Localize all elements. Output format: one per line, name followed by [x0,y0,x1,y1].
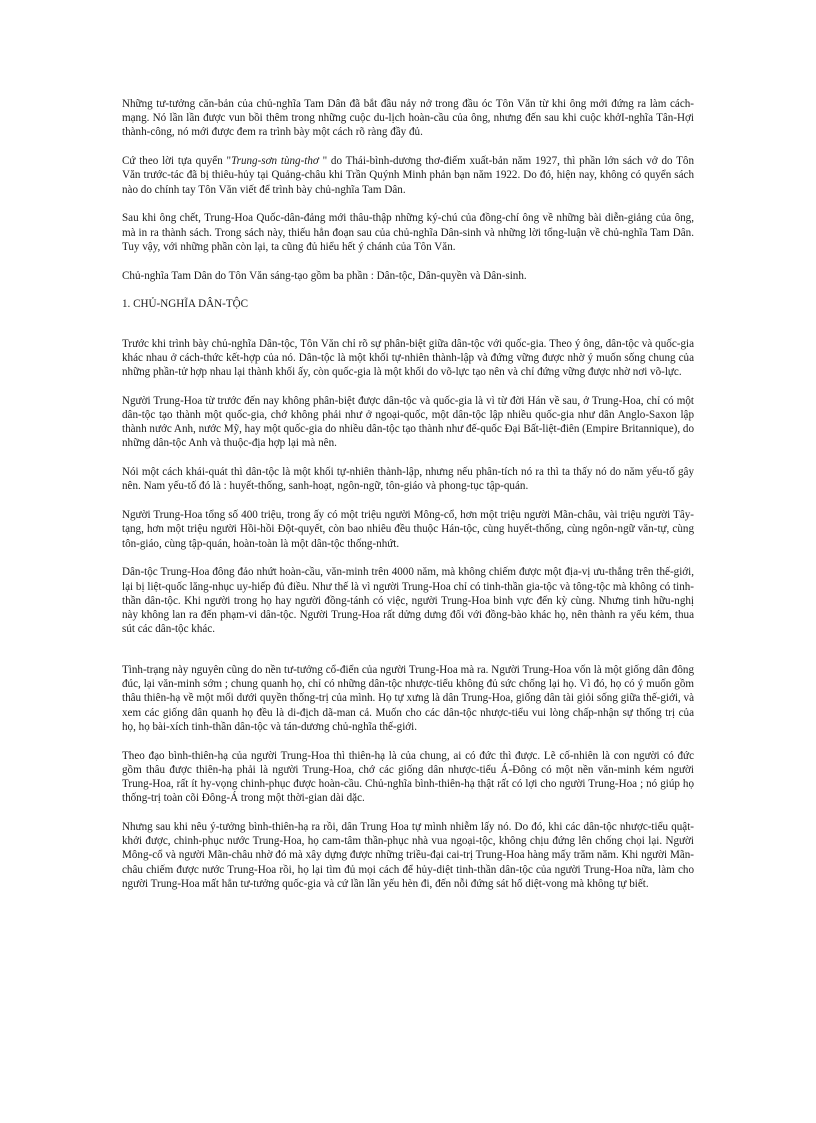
section-paragraph: Theo đạo bình-thiên-hạ của người Trung-Hoa thì thiên-hạ là của chung, ai có đức thì được. Lẽ cố-nhiên là con người có đức gồm thâu được thiên-hạ phải là người Trung-Hoa, chớ các giống dân nhược-tiểu Á-Đông có một nền văn-minh kém người Trung-Hoa, rất ít hy-vọng chinh-phục được hoàn-cầu. Chủ-nghĩa bình-thiên-hạ thật rất có lợi cho người Trung-Hoa ; nó giúp họ thống-trị toàn cõi Đông-Á trong một thời-gian dài dặc. [122,749,694,805]
section-paragraph: Tình-trạng này nguyên cũng do nền tư-tưởng cổ-điển của người Trung-Hoa mà ra. Người Trung-Hoa vốn là một giống dân đông đúc, lại văn-minh sớm ; chung quanh họ, chỉ có những dân-tộc nhược-tiểu không đủ sức chống lại họ. Vì đó, họ có ý muốn gồm thâu thiên-hạ về một mối dưới quyền thống-trị của mình. Họ tự xưng là dân Trung-Hoa, giống dân tài giỏi sống giữa thế-giới, và xem các giống dân quanh họ đều là di-địch dã-man cả. Muốn cho các dân-tộc nhược-tiểu vui lòng chấp-nhận sự thống trị của họ, họ bài-xích tinh-thần dân-tộc và tán-dương chủ-nghĩa thế-giới. [122,664,694,733]
section-paragraph: Người Trung-Hoa từ trước đến nay không phân-biệt được dân-tộc và quốc-gia là vì từ đời Hán về sau, ở Trung-Hoa, chỉ có một dân-tộc tạo thành một quốc-gia, chớ không phải như ở ngoại-quốc, một dân-tộc lập nhiều quốc-gia như dân Anglo-Saxon lập thành nước Anh, nước Mỹ, hay một quốc-gia do nhiều dân-tộc tạo thành như đế-quốc Đại Bất-liệt-điên (Empire Britannique), do những dân-tộc Anh và thuộc-địa hợp lại mà nên. [122,394,694,450]
paragraph-text: " do Thái-bình-dương thơ-điếm xuất-bản năm 1927, thì phần lớn sách vở do Tôn Văn trước-tác đã bị thiêu-hủy tại Quảng-châu khi Trần Quýnh Minh phản bạn năm 1922. Do đó, hiện nay, không có quyển sách nào do chính tay Tôn Văn viết để trình bày chủ-nghĩa Tam Dân. [122,155,694,196]
intro-paragraph-4: Chủ-nghĩa Tam Dân do Tôn Văn sáng-tạo gồm ba phần : Dân-tộc, Dân-quyền và Dân-sinh. [122,269,527,282]
document-page [122,97,694,906]
book-title: Trung-sơn tùng-thơ [231,155,319,168]
section-paragraph: Trước khi trình bày chủ-nghĩa Dân-tộc, Tôn Văn chỉ rõ sự phân-biệt giữa dân-tộc với quốc-gia. Theo ý ông, dân-tộc và quốc-gia khác nhau ở cách-thức kết-hợp của nó. Dân-tộc là một khối tự-nhiên thành-lập và đứng vững được nhờ ý muốn sống chung của những phần-tử hợp nhau lại thành khối ấy, còn quốc-gia là một khối do võ-lực tạo nên và chỉ đứng vững được nhờ nơi võ-lực. [122,337,694,379]
section-paragraph: Người Trung-Hoa tổng số 400 triệu, trong ấy có một triệu người Mông-cổ, hơn một triệu người Mãn-châu, vài triệu người Tây-tạng, hơn một triệu người Hồi-hồi Đột-quyết, còn bao nhiêu đều thuộc Hán-tộc, cùng huyết-thống, cùng ngôn-ngữ văn-tự, cùng tôn-giáo, cùng tập-quán, hoàn-toàn là một dân-tộc thống-nhứt. [122,509,694,550]
intro-paragraph-3: Sau khi ông chết, Trung-Hoa Quốc-dân-đảng mới thâu-thập những ký-chú của đồng-chí ông về những bài diễn-giảng của ông, mà in ra thành sách. Trong sách này, thiếu hẳn đoạn sau của chủ-nghĩa Dân-sinh và những lời tổng-luận về chủ-nghĩa Tam Dân. Tuy vậy, với những phần còn lại, ta cũng đủ hiểu hết ý chánh của Tôn Văn. [122,212,694,253]
intro-paragraph-2 [122,154,694,197]
intro-paragraph-1: Những tư-tưởng căn-bản của chủ-nghĩa Tam Dân đã bắt đầu nảy nở trong đầu óc Tôn Văn từ khi ông mới đứng ra làm cách-mạng. Nó lần lần được vun bồi thêm trong những cuộc du-lịch hoàn-cầu của ông, nhưng đến sau khi cuộc khởI-nghĩa Tân-Hợi thành-công, nó mới được đem ra trình bày một cách rõ ràng đầy đủ. [122,98,694,139]
paragraph-gap [122,651,694,663]
section-paragraph: Nhưng sau khi nêu ý-tưởng bình-thiên-hạ ra rồi, dân Trung Hoa tự mình nhiễm lấy nó. Do đó, khi các dân-tộc nhược-tiểu quật-khởi được, chinh-phục nước Trung-Hoa, họ cam-tâm thần-phục nhà vua ngoại-tộc, không chịu đứng lên chống chọi lại. Người Mông-cổ và người Mãn-châu nhờ đó mà xây dựng được những triều-đại cai-trị Trung-Hoa hàng mấy trăm năm. Khi người Mãn-châu chiếm được nước Trung-Hoa rồi, họ lại tìm đủ mọi cách để hủy-diệt tinh-thần dân-tộc của người Trung-Hoa nữa, làm cho người Trung-Hoa mất hẳn tư-tưởng quốc-gia và cứ lần lần yếu hèn đi, đến nỗi đứng sát hố diệt-vong mà không tự biết. [122,821,694,890]
section-paragraph: Dân-tộc Trung-Hoa đông đảo nhứt hoàn-cầu, văn-minh trên 4000 năm, mà không chiếm được một địa-vị ưu-thắng trên thế-giới, lại bị liệt-quốc lăng-nhục uy-hiếp đủ điều. Như thế là vì người Trung-Hoa chỉ có tinh-thần gia-tộc và tông-tộc mà không có tinh-thần dân-tộc. Khi người trong họ hay người đồng-tánh có việc, người Trung-Hoa binh vực đến kỳ cùng. Nhưng tinh hữu-nghị này không lan ra đến phạm-vi dân-tộc. Người Trung-Hoa rất dửng dưng đối với đồng-bào khác họ, nên thành ra yếu kém, thua sút các dân-tộc khác. [122,566,694,636]
section-heading: 1. CHỦ-NGHĨA DÂN-TỘC [122,298,249,311]
section-paragraph: Nói một cách khái-quát thì dân-tộc là một khối tự-nhiên thành-lập, nhưng nếu phân-tích nó ra thì ta thấy nó do năm yếu-tố gây nên. Nam yếu-tố đó là : huyết-thống, sanh-hoạt, ngôn-ngữ, tôn-giáo và phong-tục tập-quán. [122,466,694,493]
paragraph-text: Cứ theo lời tựa quyển " [122,155,232,168]
